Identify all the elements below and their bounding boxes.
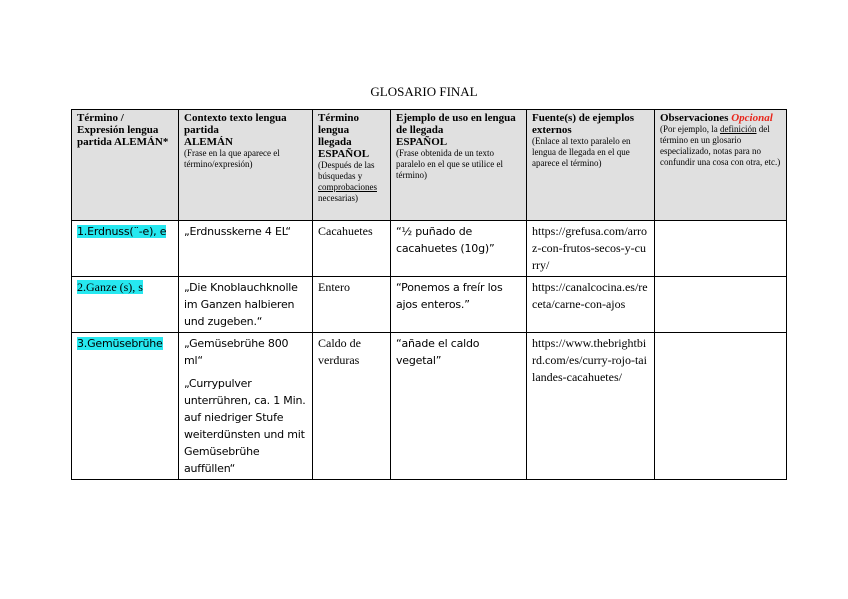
context-de-cell: „Erdnusskerne 4 EL“ <box>179 221 313 277</box>
glossary-table <box>71 109 787 480</box>
term-de-cell: 3.Gemüsebrühe <box>72 333 179 480</box>
source-cell: https://canalcocina.es/receta/carne-con-ajos <box>527 277 655 333</box>
context-de-cell: „Die Knoblauchknolle im Ganzen halbieren und zugeben.“ <box>179 277 313 333</box>
term-es-cell: Cacahuetes <box>313 221 391 277</box>
observations-cell <box>655 221 787 277</box>
term-de-cell: 1.Erdnuss(¨-e), e <box>72 221 179 277</box>
header-context-de: Contexto texto lengua partida ALEMÁN (Frase en la que aparece el término/expresión) <box>179 110 313 221</box>
header-term-es: Término lengua llegada ESPAÑOL (Después de las búsquedas y comprobaciones necesarias) <box>313 110 391 221</box>
example-es-cell: “añade el caldo vegetal” <box>391 333 527 480</box>
observations-cell <box>655 333 787 480</box>
term-es-cell: Entero <box>313 277 391 333</box>
header-term-de: Término / Expresión lengua partida ALEMÁN* <box>72 110 179 221</box>
header-sources: Fuente(s) de ejemplos externos (Enlace al texto paralelo en lengua de llegada en el que aparece el término) <box>527 110 655 221</box>
term-de-cell: 2.Ganze (s), s <box>72 277 179 333</box>
header-example-es: Ejemplo de uso en lengua de llegada ESPAÑOL (Frase obtenida de un texto paralelo en el que se utilice el término) <box>391 110 527 221</box>
header-observations: Observaciones Opcional (Por ejemplo, la definición del término en un glosario especializado, notas para no confundir una cosa con otra, etc.) <box>655 110 787 221</box>
table-row <box>72 333 787 480</box>
example-es-cell: “Ponemos a freír los ajos enteros.” <box>391 277 527 333</box>
header-row <box>72 110 787 221</box>
example-es-cell: “½ puñado de cacahuetes (10g)” <box>391 221 527 277</box>
table-row <box>72 277 787 333</box>
context-de-cell: „Gemüsebrühe 800 ml“ „Currypulver unterrühren, ca. 1 Min. auf niedriger Stufe weiterdünsten und mit Gemüsebrühe auffüllen“ <box>179 333 313 480</box>
term-es-cell: Caldo de verduras <box>313 333 391 480</box>
observations-cell <box>655 277 787 333</box>
source-cell: https://www.thebrightbird.com/es/curry-rojo-tailandes-cacahuetes/ <box>527 333 655 480</box>
document-title: GLOSARIO FINAL <box>370 84 478 99</box>
optional-label: Opcional <box>731 112 773 124</box>
table-row <box>72 221 787 277</box>
source-cell: https://grefusa.com/arroz-con-frutos-secos-y-curry/ <box>527 221 655 277</box>
